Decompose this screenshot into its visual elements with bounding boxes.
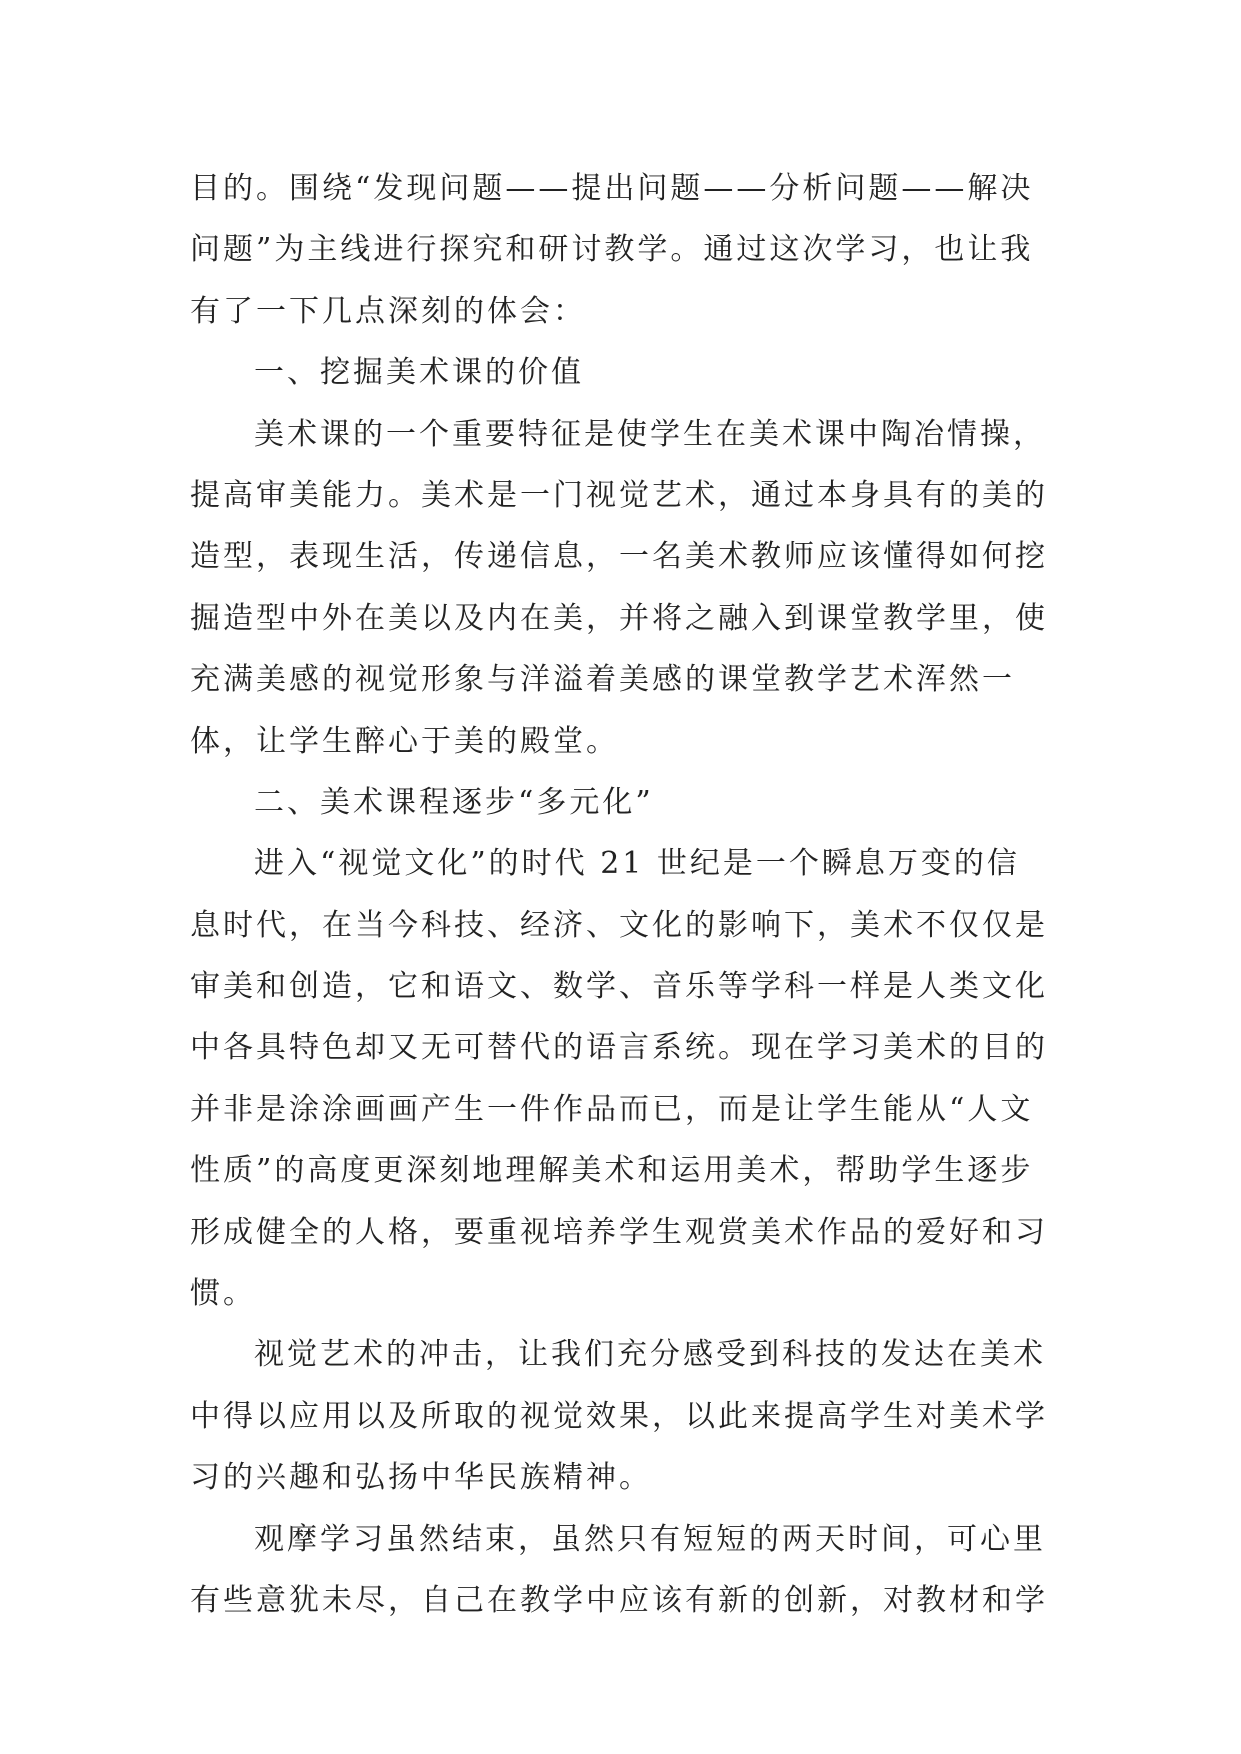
text-line: 充满美感的视觉形象与洋溢着美感的课堂教学艺术浑然一: [190, 662, 1015, 698]
text-line: 中得以应用以及所取的视觉效果，以此来提高学生对美术学: [190, 1398, 1048, 1434]
text-line: 形成健全的人格，要重视培养学生观赏美术作品的爱好和习: [190, 1214, 1048, 1250]
text-line: 审美和创造，它和语文、数学、音乐等学科一样是人类文化: [190, 969, 1048, 1005]
text-line: 进入“视觉文化”的时代 21 世纪是一个瞬息万变的信: [254, 846, 1020, 882]
text-line: 目的。围绕“发现问题——提出问题——分析问题——解决: [190, 171, 1034, 206]
text-line: 美术课的一个重要特征是使学生在美术课中陶冶情操，: [254, 416, 1046, 452]
text-line: 体，让学生醉心于美的殿堂。: [190, 723, 619, 759]
text-line: 中各具特色却又无可替代的语言系统。现在学习美术的目的: [190, 1030, 1048, 1066]
text-line: 造型，表现生活，传递信息，一名美术教师应该懂得如何挖: [190, 539, 1048, 575]
text-line: 有些意犹未尽，自己在教学中应该有新的创新，对教材和学: [190, 1582, 1048, 1618]
text-line: 问题”为主线进行探究和研讨教学。通过这次学习，也让我: [190, 232, 1034, 268]
text-line: 有了一下几点深刻的体会：: [190, 293, 586, 329]
text-line: 性质”的高度更深刻地理解美术和运用美术，帮助学生逐步: [190, 1153, 1034, 1189]
section-heading: 一、挖掘美术课的价值: [254, 355, 584, 391]
text-line: 习的兴趣和弘扬中华民族精神。: [190, 1460, 652, 1496]
section-heading: 二、美术课程逐步“多元化”: [254, 784, 654, 820]
text-line: 视觉艺术的冲击，让我们充分感受到科技的发达在美术: [254, 1337, 1046, 1373]
text-line: 惯。: [190, 1276, 256, 1312]
text-line: 并非是涂涂画画产生一件作品而已，而是让学生能从“人文: [190, 1091, 1034, 1127]
text-line: 提高审美能力。美术是一门视觉艺术，通过本身具有的美的: [190, 477, 1048, 513]
text-line: 息时代，在当今科技、经济、文化的影响下，美术不仅仅是: [190, 907, 1048, 943]
document-body: [190, 158, 1050, 1631]
text-line: 掘造型中外在美以及内在美，并将之融入到课堂教学里，使: [190, 600, 1048, 636]
text-line: 观摩学习虽然结束，虽然只有短短的两天时间，可心里: [254, 1521, 1046, 1557]
